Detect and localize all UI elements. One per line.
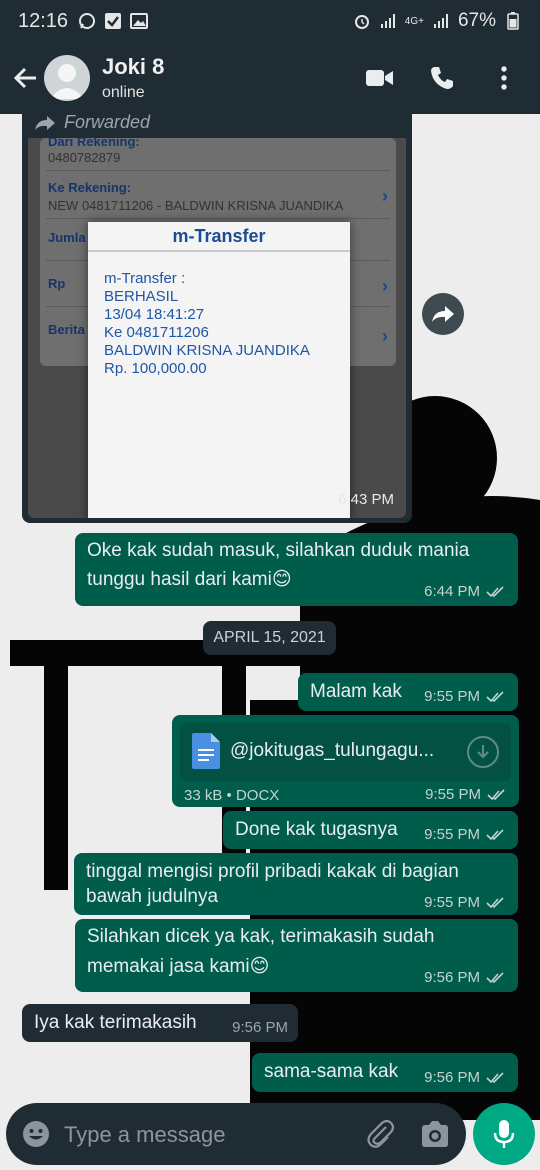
- emoji-button[interactable]: [22, 1120, 50, 1148]
- message-time: 6:44 PM: [424, 583, 480, 600]
- news-label: Berita: [48, 322, 85, 337]
- message-text: memakai jasa kami😊: [87, 956, 270, 977]
- transfer-receipt-photo[interactable]: [28, 138, 406, 518]
- chevron-right-icon: ›: [382, 276, 388, 296]
- checkbox-notification-icon: [104, 12, 122, 30]
- double-check-icon: [486, 972, 506, 984]
- from-account-label: Dari Rekening:: [48, 138, 140, 149]
- forward-share-button[interactable]: [422, 293, 464, 335]
- message-time: 9:56 PM: [232, 1019, 288, 1036]
- kebab-menu-icon: [500, 66, 508, 90]
- microphone-icon: [493, 1119, 515, 1149]
- message-bubble[interactable]: [252, 1053, 518, 1092]
- chevron-right-icon: ›: [382, 186, 388, 206]
- share-arrow-icon: [431, 305, 455, 323]
- double-check-icon: [487, 789, 507, 801]
- signal-icon: [379, 12, 397, 30]
- arrow-left-icon: [13, 65, 39, 91]
- to-account-value: NEW 0481711206 - BALDWIN KRISNA JUANDIKA: [48, 198, 344, 213]
- camera-button[interactable]: [420, 1120, 450, 1148]
- contact-name: Joki 8: [102, 54, 165, 79]
- back-button[interactable]: [8, 58, 44, 98]
- receipt-title: m-Transfer: [172, 226, 266, 246]
- alarm-icon: [353, 12, 371, 30]
- forwarded-indicator: [34, 112, 150, 133]
- download-button[interactable]: [467, 736, 499, 768]
- more-options-button[interactable]: [490, 64, 518, 92]
- gallery-notification-icon: [130, 12, 148, 30]
- receipt-line: 13/04 18:41:27: [104, 306, 205, 323]
- message-bubble[interactable]: [74, 853, 518, 915]
- forwarded-label: Forwarded: [64, 112, 151, 132]
- default-avatar-icon: [44, 55, 90, 101]
- chat-header: [0, 42, 540, 114]
- message-text: sama-sama kak: [264, 1061, 399, 1082]
- document-meta: 33 kB • DOCX: [184, 787, 280, 804]
- message-text: Done kak tugasnya: [235, 819, 398, 840]
- double-check-icon: [486, 897, 506, 909]
- message-text: tunggu hasil dari kami😊: [87, 569, 292, 590]
- document-attachment[interactable]: [180, 723, 511, 781]
- clock: 12:16: [18, 9, 69, 32]
- video-camera-icon: [366, 68, 394, 88]
- message-bubble[interactable]: [75, 919, 518, 992]
- double-check-icon: [486, 586, 506, 598]
- phone-icon: [429, 65, 455, 91]
- message-time: 9:55 PM: [425, 786, 481, 803]
- date-separator: APRIL 15, 2021: [203, 621, 336, 655]
- message-text: Malam kak: [310, 681, 402, 702]
- battery-icon: [504, 12, 522, 30]
- message-time: 9:55 PM: [424, 894, 480, 911]
- message-time: 9:56 PM: [424, 1069, 480, 1086]
- message-bubble[interactable]: [223, 811, 518, 849]
- forward-arrow-icon: [34, 115, 56, 131]
- forwarded-image-message[interactable]: [22, 112, 412, 523]
- voice-call-button[interactable]: [428, 64, 456, 92]
- receipt-line: Ke 0481711206: [104, 324, 209, 341]
- message-bubble[interactable]: [22, 1004, 298, 1042]
- message-text: Oke kak sudah masuk, silahkan duduk mania: [87, 540, 470, 561]
- battery-percent: 67%: [457, 10, 496, 31]
- message-time: 9:56 PM: [424, 969, 480, 986]
- message-input[interactable]: Type a message: [64, 1122, 226, 1147]
- document-message[interactable]: [172, 715, 519, 807]
- network-type: 4G+: [404, 15, 424, 27]
- rp-label: Rp: [48, 276, 66, 291]
- download-arrow-icon: [476, 744, 490, 760]
- message-text: Iya kak terimakasih: [34, 1012, 197, 1033]
- document-icon: [192, 733, 220, 769]
- attach-button[interactable]: [364, 1118, 396, 1150]
- message-bubble[interactable]: [75, 533, 518, 606]
- contact-info[interactable]: [102, 54, 164, 102]
- contact-status: online: [102, 84, 145, 101]
- double-check-icon: [486, 691, 506, 703]
- voice-record-button[interactable]: [473, 1103, 535, 1165]
- receipt-line: BALDWIN KRISNA JUANDIKA: [104, 342, 310, 359]
- amount-label: Jumla: [48, 230, 86, 245]
- message-text: bawah judulnya: [86, 886, 219, 907]
- double-check-icon: [486, 1072, 506, 1084]
- receipt-line: m-Transfer :: [104, 270, 186, 287]
- status-bar: [0, 0, 540, 42]
- message-composer: [6, 1103, 466, 1165]
- to-account-label: Ke Rekening:: [48, 180, 132, 195]
- message-text: Silahkan dicek ya kak, terimakasih sudah: [87, 926, 435, 947]
- double-check-icon: [486, 829, 506, 841]
- chevron-right-icon: ›: [382, 326, 388, 346]
- signal-icon-2: [432, 12, 450, 30]
- from-account-value: 0480782879: [48, 150, 121, 165]
- avatar[interactable]: [44, 55, 90, 101]
- receipt-line: Rp. 100,000.00: [104, 360, 207, 377]
- document-name: @jokitugas_tulungagu...: [230, 740, 435, 761]
- video-call-button[interactable]: [366, 64, 394, 92]
- message-time: 9:55 PM: [424, 688, 480, 705]
- receipt-line: BERHASIL: [104, 288, 179, 305]
- message-time: 9:55 PM: [424, 826, 480, 843]
- whatsapp-notification-icon: [78, 12, 96, 30]
- message-text: tinggal mengisi profil pribadi kakak di bagian: [86, 861, 459, 882]
- message-bubble[interactable]: [298, 673, 518, 711]
- message-time: 6:43 PM: [338, 491, 394, 508]
- m-transfer-receipt: [88, 222, 350, 518]
